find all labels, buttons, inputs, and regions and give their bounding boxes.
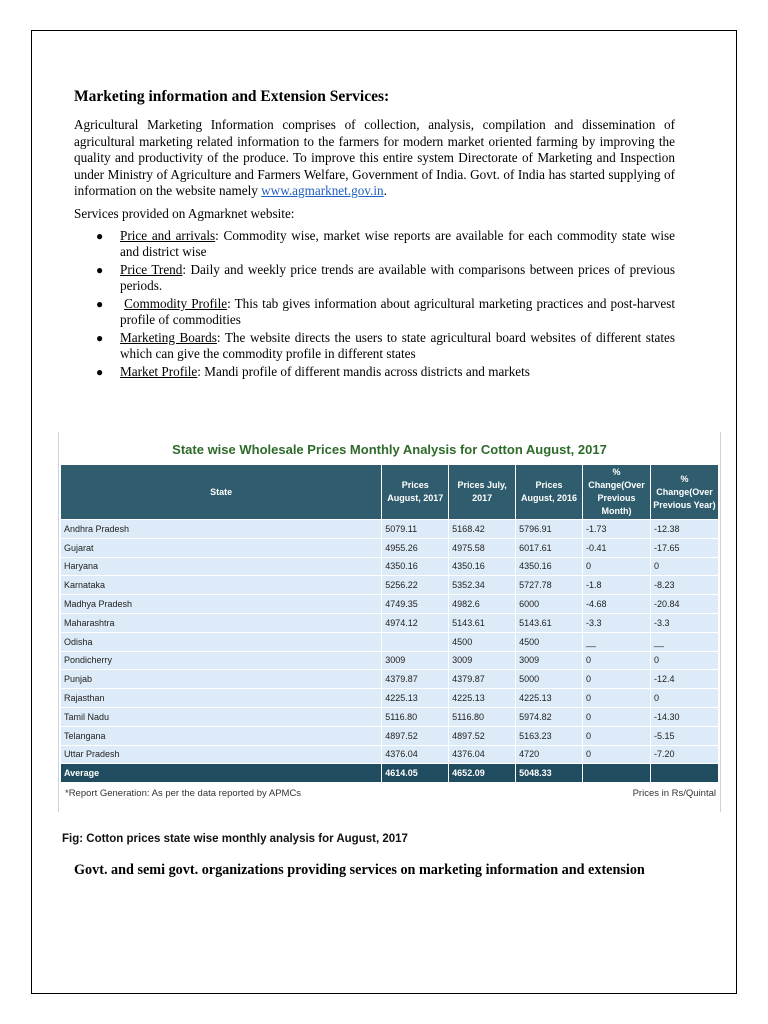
- service-desc: : Daily and weekly price trends are available with comparisons between prices of previous periods.: [120, 261, 675, 293]
- table-cell: 0: [582, 726, 650, 745]
- table-cell: 4376.04: [382, 745, 449, 764]
- table-cell: 4225.13: [449, 689, 516, 708]
- table-cell: 4614.05: [382, 764, 449, 783]
- service-desc: : Mandi profile of different mandis across districts and markets: [197, 363, 530, 379]
- table-cell: 4982.6: [449, 595, 516, 614]
- service-item: [96, 295, 675, 329]
- table-cell: -3.3: [650, 613, 718, 632]
- table-cell-state: Rajasthan: [61, 689, 382, 708]
- table-cell: __: [650, 632, 718, 651]
- table-cell: 5168.42: [449, 520, 516, 539]
- table-cell: 5163.23: [516, 726, 583, 745]
- table-row: [61, 726, 719, 745]
- intro-end: .: [383, 183, 387, 199]
- table-row: [61, 576, 719, 595]
- table-cell: [382, 632, 449, 651]
- table-cell: -20.84: [650, 595, 718, 614]
- table-cell: 4350.16: [382, 557, 449, 576]
- table-cell: 5727.78: [516, 576, 583, 595]
- table-cell: 4897.52: [382, 726, 449, 745]
- table-cell: -5.15: [650, 726, 718, 745]
- table-cell-state: Pondicherry: [61, 651, 382, 670]
- table-row: [61, 595, 719, 614]
- table-footnote: *Report Generation: As per the data reported by APMCs: [65, 788, 302, 800]
- table-cell-state: Madhya Pradesh: [61, 595, 382, 614]
- table-cell: 5352.34: [449, 576, 516, 595]
- table-cell: 4379.87: [382, 670, 449, 689]
- table-average-row: [61, 764, 719, 783]
- table-cell-state: Punjab: [61, 670, 382, 689]
- table-cell: -12.4: [650, 670, 718, 689]
- table-cell: __: [582, 632, 650, 651]
- table-cell: -12.38: [650, 520, 718, 539]
- service-item: [96, 227, 676, 261]
- table-cell: 4379.87: [449, 670, 516, 689]
- table-cell-state: Gujarat: [61, 538, 382, 557]
- table-cell: 6017.61: [516, 538, 583, 557]
- table-cell: 5796.91: [516, 520, 583, 539]
- table-cell: 6000: [516, 595, 583, 614]
- bullet-icon: ●: [96, 296, 104, 311]
- service-item: [96, 329, 675, 363]
- table-cell-state: Haryana: [61, 557, 382, 576]
- service-item: [96, 261, 675, 295]
- table-cell: 3009: [382, 651, 449, 670]
- header-state: State: [61, 465, 382, 520]
- table-title: State wise Wholesale Prices Monthly Analysis for Cotton August, 2017: [59, 432, 720, 464]
- table-cell: 0: [650, 557, 718, 576]
- table-cell: 0: [582, 651, 650, 670]
- table-cell: 5256.22: [382, 576, 449, 595]
- header-prices-jul-2017: Prices July, 2017: [449, 465, 516, 520]
- table-row: [61, 520, 719, 539]
- table-cell: 5116.80: [382, 707, 449, 726]
- table-cell: 4350.16: [516, 557, 583, 576]
- table-cell: -0.41: [582, 538, 650, 557]
- table-cell: 4720: [516, 745, 583, 764]
- table-cell-state: Karnataka: [61, 576, 382, 595]
- header-change-year: % Change(Over Previous Year): [650, 465, 718, 520]
- agmarknet-link[interactable]: www.agmarknet.gov.in: [261, 183, 384, 199]
- services-title: Services provided on Agmarknet website:: [74, 205, 295, 221]
- table-cell: 0: [582, 557, 650, 576]
- table-cell: 0: [650, 651, 718, 670]
- service-term: Commodity Profile: [124, 295, 228, 311]
- price-table: [60, 464, 719, 783]
- table-cell: [650, 764, 718, 783]
- header-change-month: % Change(Over Previous Month): [582, 465, 650, 520]
- table-cell: 5974.82: [516, 707, 583, 726]
- table-header-row: [61, 465, 719, 520]
- table-cell: -1.8: [582, 576, 650, 595]
- table-cell: 5143.61: [449, 613, 516, 632]
- table-cell: 4975.58: [449, 538, 516, 557]
- table-cell: 5143.61: [516, 613, 583, 632]
- table-row: [61, 651, 719, 670]
- table-cell: 4500: [449, 632, 516, 651]
- table-row: [61, 538, 719, 557]
- table-cell: 4897.52: [449, 726, 516, 745]
- table-cell: 0: [582, 670, 650, 689]
- document-body: [74, 88, 675, 382]
- table-footer: [59, 783, 720, 799]
- bullet-icon: ●: [96, 262, 104, 277]
- table-cell: 0: [582, 707, 650, 726]
- table-cell: 4749.35: [382, 595, 449, 614]
- bullet-icon: ●: [96, 228, 104, 243]
- service-desc: : This tab gives information about agricultural marketing practices and post-harvest profile of commodities: [120, 295, 675, 328]
- table-cell: 4974.12: [382, 613, 449, 632]
- intro-text: Agricultural Marketing Information comprises of collection, analysis, compilation and dissemination of agricultural marketing related information to the farmers for modern market oriented farming by improving the quality and productivity of the produce. To improve this entire system Directorate of Marketing and Inspection under Ministry of Agriculture and Farmers Welfare, Government of India. Govt. of India has started supplying of information on the website namely: [74, 117, 675, 199]
- table-cell: -3.3: [582, 613, 650, 632]
- table-cell: 5116.80: [449, 707, 516, 726]
- table-row: [61, 707, 719, 726]
- table-cell-state: Tamil Nadu: [61, 707, 382, 726]
- service-desc: : Commodity wise, market wise reports are available for each commodity state wise and district wise: [120, 227, 676, 259]
- table-cell: 3009: [516, 651, 583, 670]
- table-cell-state: Average: [61, 764, 382, 783]
- table-cell: [582, 764, 650, 783]
- table-cell-state: Uttar Pradesh: [61, 745, 382, 764]
- table-cell: 4350.16: [449, 557, 516, 576]
- table-cell-state: Telangana: [61, 726, 382, 745]
- table-cell: 5079.11: [382, 520, 449, 539]
- table-cell: 3009: [449, 651, 516, 670]
- table-cell: 5048.33: [516, 764, 583, 783]
- header-prices-aug-2016: Prices August, 2016: [516, 465, 583, 520]
- table-cell: 0: [582, 745, 650, 764]
- table-cell: -4.68: [582, 595, 650, 614]
- intro-paragraph: [74, 117, 675, 200]
- table-row: [61, 689, 719, 708]
- service-term: Price Trend: [120, 261, 183, 277]
- table-units: Prices in Rs/Quintal: [632, 788, 716, 800]
- table-cell: -8.23: [650, 576, 718, 595]
- bullet-icon: ●: [96, 330, 104, 345]
- bullet-icon: ●: [96, 364, 104, 379]
- table-row: [61, 557, 719, 576]
- govt-heading: Govt. and semi govt. organizations providing services on marketing information and extension: [74, 862, 645, 878]
- figure-caption: Fig: Cotton prices state wise monthly analysis for August, 2017: [62, 833, 408, 845]
- table-cell-state: Maharashtra: [61, 613, 382, 632]
- table-cell-state: Andhra Pradesh: [61, 520, 382, 539]
- table-cell: 4225.13: [516, 689, 583, 708]
- table-cell: -7.20: [650, 745, 718, 764]
- table-cell: 0: [582, 689, 650, 708]
- table-cell: -14.30: [650, 707, 718, 726]
- table-row: [61, 745, 719, 764]
- service-term: Marketing Boards: [120, 329, 217, 345]
- table-cell: 5000: [516, 670, 583, 689]
- table-cell: 4955.26: [382, 538, 449, 557]
- service-desc: : The website directs the users to state agricultural board websites of different states which can give the commodity profile in different states: [120, 329, 675, 362]
- table-cell: 0: [650, 689, 718, 708]
- service-term: Price and arrivals: [120, 227, 216, 243]
- table-cell: 4376.04: [449, 745, 516, 764]
- price-table-figure: [58, 432, 721, 812]
- table-cell: 4652.09: [449, 764, 516, 783]
- header-prices-aug-2017: Prices August, 2017: [382, 465, 449, 520]
- service-item: [96, 363, 675, 380]
- table-row: [61, 613, 719, 632]
- table-row: [61, 632, 719, 651]
- table-row: [61, 670, 719, 689]
- services-list: [74, 228, 675, 381]
- table-cell: 4225.13: [382, 689, 449, 708]
- table-cell: 4500: [516, 632, 583, 651]
- table-cell: -17.65: [650, 538, 718, 557]
- section-heading: Marketing information and Extension Services:: [74, 88, 390, 105]
- table-cell: -1.73: [582, 520, 650, 539]
- table-cell-state: Odisha: [61, 632, 382, 651]
- service-term: Market Profile: [120, 363, 198, 379]
